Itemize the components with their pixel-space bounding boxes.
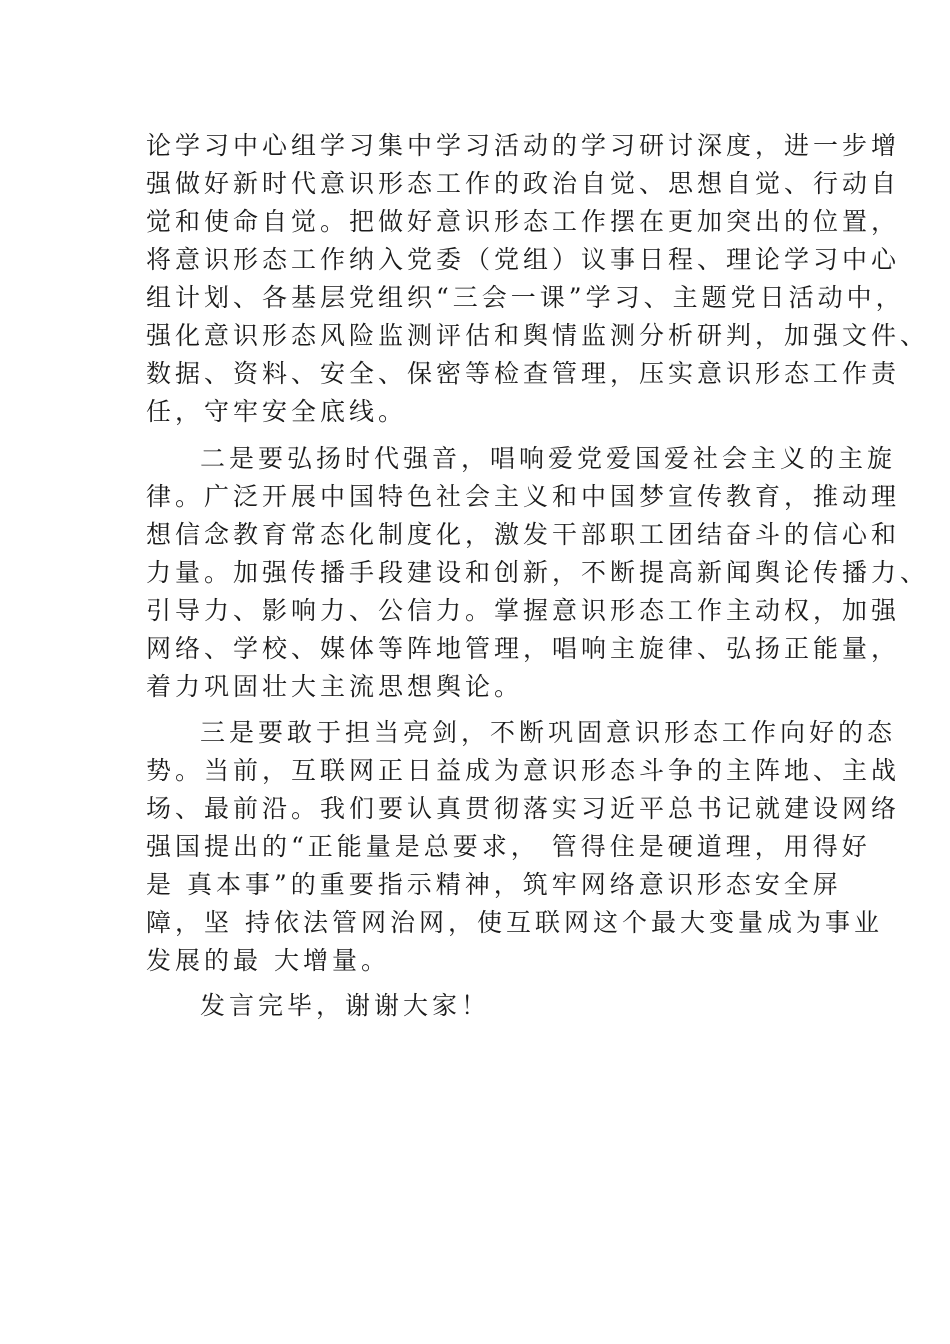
- paragraph-line: 引导力、影响力、公信力。掌握意识形态工作主动权，加强: [146, 596, 901, 625]
- paragraph-line: 三是要敢于担当亮剑，不断巩固意识形态工作向好的态: [200, 718, 897, 747]
- paragraph-1: [146, 127, 930, 431]
- paragraph-line: 着力巩固壮大主流思想舆论。: [146, 672, 524, 701]
- paragraph-line: 任，守牢安全底线。: [146, 397, 408, 426]
- paragraph-line: 将意识形态工作纳入党委（党组）议事日程、理论学习中心: [146, 245, 901, 274]
- paragraph-line: 障，坚 持依法管网治网，使互联网这个最大变量成为事业: [146, 908, 883, 937]
- paragraph-line: 是 真本事”的重要指示精神，筑牢网络意识形态安全屏: [146, 870, 842, 899]
- paragraph-line: 想信念教育常态化制度化，激发干部职工团结奋斗的信心和: [146, 520, 901, 549]
- paragraph-line: 数据、资料、安全、保密等检查管理，压实意识形态工作责: [146, 359, 901, 388]
- paragraph-line: 强化意识形态风险监测评估和舆情监测分析研判，加强文件、: [146, 321, 930, 350]
- paragraph-line: 场、最前沿。我们要认真贯彻落实习近平总书记就建设网络: [146, 794, 901, 823]
- paragraph-line: 势。当前，互联网正日益成为意识形态斗争的主阵地、主战: [146, 756, 901, 785]
- paragraph-line: 觉和使命自觉。把做好意识形态工作摆在更加突出的位置，: [146, 207, 901, 236]
- paragraph-line: 强国提出的“正能量是总要求， 管得住是硬道理，用得好: [146, 832, 871, 861]
- paragraph-3: [146, 714, 901, 980]
- paragraph-line: 组计划、各基层党组织“三会一课”学习、主题党日活动中，: [146, 283, 905, 312]
- paragraph-line: 网络、学校、媒体等阵地管理，唱响主旋律、弘扬正能量，: [146, 634, 901, 663]
- closing-line: 发言完毕，谢谢大家！: [200, 991, 491, 1020]
- paragraph-line: 律。广泛开展中国特色社会主义和中国梦宣传教育，推动理: [146, 482, 901, 511]
- paragraph-line: 二是要弘扬时代强音，唱响爱党爱国爱社会主义的主旋: [200, 444, 897, 473]
- closing-paragraph: [146, 987, 814, 1025]
- paragraph-line: 力量。加强传播手段建设和创新，不断提高新闻舆论传播力、: [146, 558, 930, 587]
- paragraph-line: 强做好新时代意识形态工作的政治自觉、思想自觉、行动自: [146, 169, 901, 198]
- paragraph-line: 发展的最 大增量。: [146, 946, 390, 975]
- paragraph-2: [146, 440, 930, 706]
- paragraph-line: 论学习中心组学习集中学习活动的学习研讨深度，进一步增: [146, 131, 901, 160]
